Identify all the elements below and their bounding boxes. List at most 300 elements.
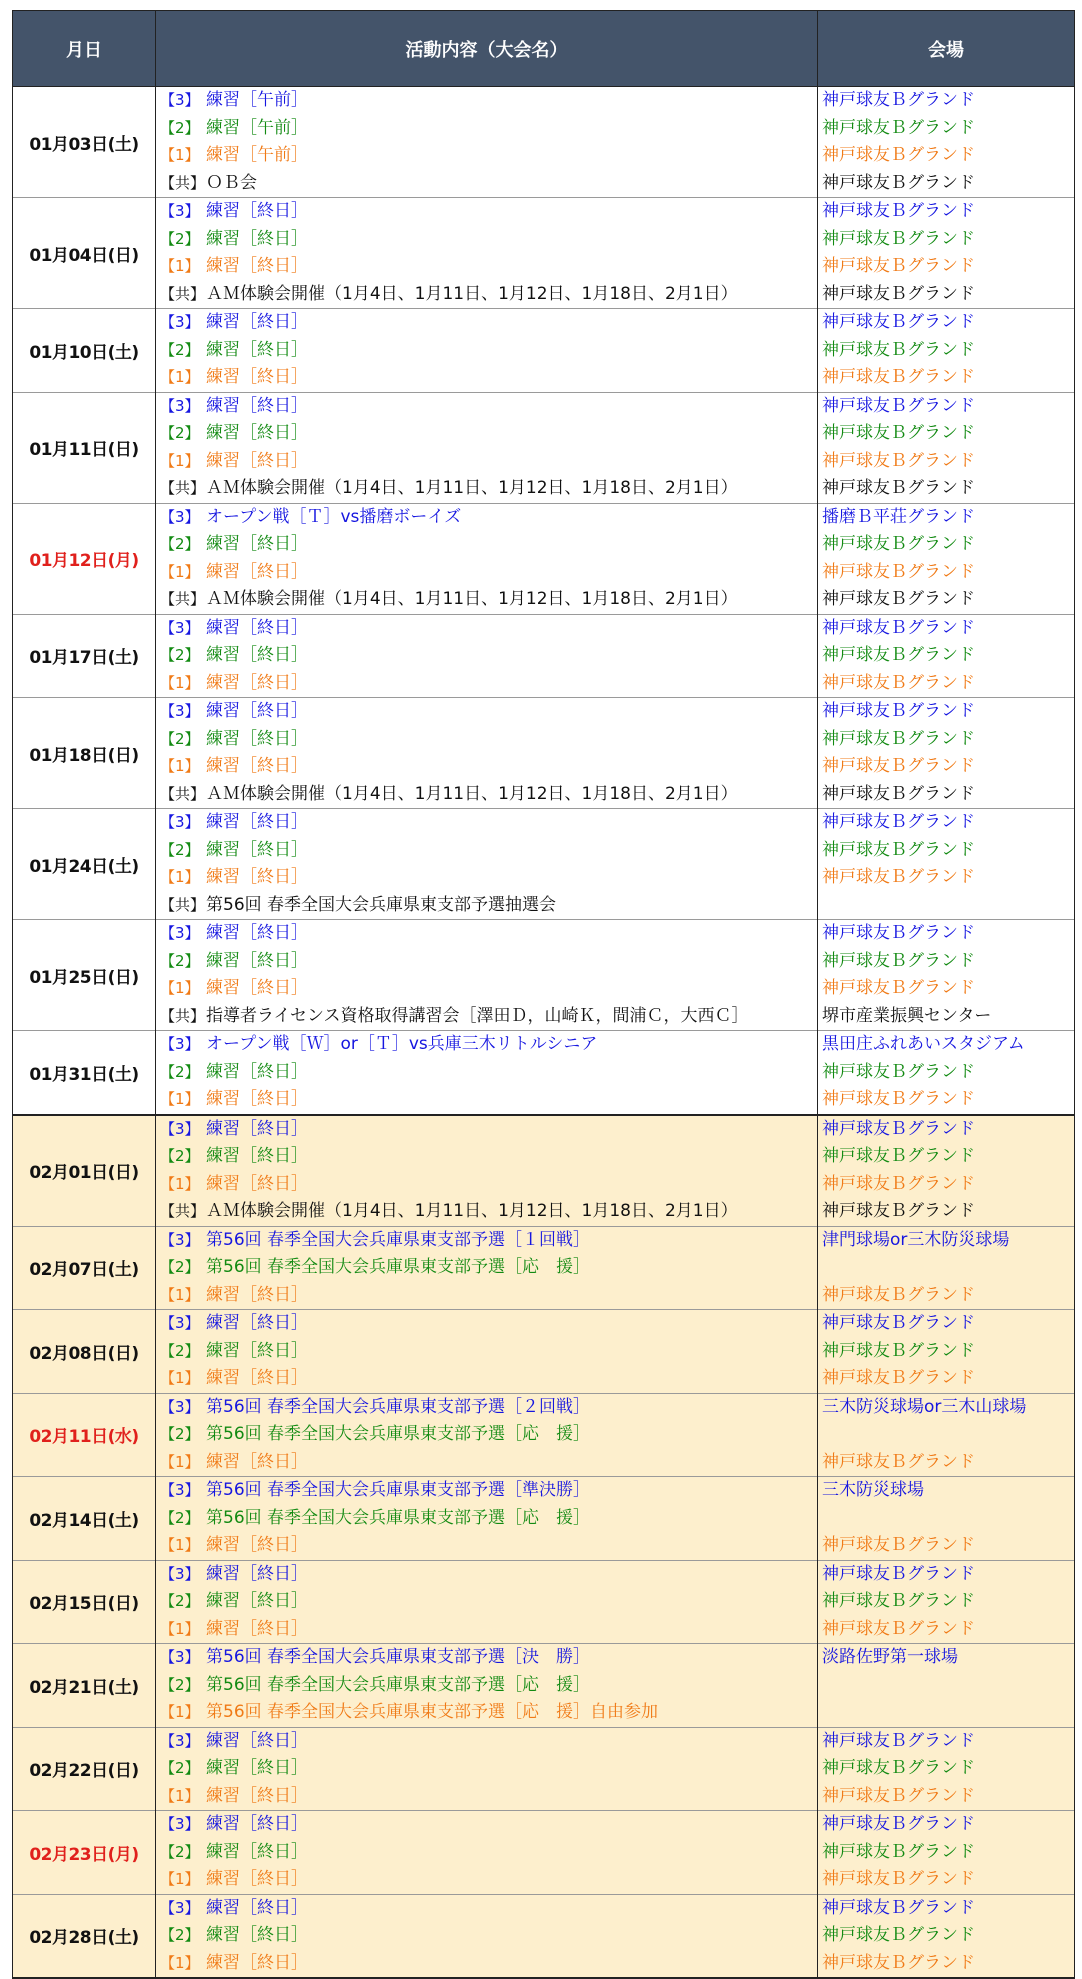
date-cell: 01月04日(日)	[13, 198, 156, 309]
group-tag: 【3】	[160, 1898, 200, 1917]
activity-cell	[156, 1393, 818, 1477]
venue-text: 神戸球友Ｂグランド	[822, 1563, 975, 1584]
venue-text: 神戸球友Ｂグランド	[822, 1118, 975, 1139]
group-tag: 【共】	[160, 784, 206, 803]
venue-text: 神戸球友Ｂグランド	[822, 617, 975, 638]
date-cell: 01月12日(月)	[13, 503, 156, 614]
group-tag: 【2】	[160, 1147, 200, 1165]
activity-text: 練習［終日］	[206, 1925, 308, 1945]
venue-cell	[818, 198, 1075, 309]
venue-text: 神戸球友Ｂグランド	[822, 1897, 975, 1918]
activity-cell	[156, 1031, 818, 1115]
activity-text: 練習［終日］	[206, 1118, 308, 1139]
group-tag: 【2】	[160, 646, 200, 664]
activity-line	[156, 1254, 817, 1282]
schedule-day-row	[13, 1310, 1075, 1394]
venue-cell	[818, 698, 1075, 809]
activity-line	[156, 1839, 817, 1867]
activity-text: 練習［終日］	[206, 1897, 308, 1918]
activity-line	[156, 475, 817, 503]
group-tag: 【1】	[160, 868, 200, 886]
activity-text: 練習［終日］	[206, 395, 308, 416]
group-tag: 【1】	[160, 757, 200, 775]
activity-text: 第56回 春季全国大会兵庫県東支部予選［決 勝］	[206, 1647, 591, 1667]
activity-text: ＡＭ体験会開催（1月4日、1月11日、1月12日、1月18日、2月1日）	[206, 478, 738, 498]
venue-text: 神戸球友Ｂグランド	[822, 701, 975, 721]
schedule-day-row	[13, 1031, 1075, 1115]
venue-text: 神戸球友Ｂグランド	[822, 1340, 975, 1361]
activity-text: ＡＭ体験会開催（1月4日、1月11日、1月12日、1月18日、2月1日）	[206, 783, 738, 804]
activity-line	[156, 1588, 817, 1616]
date-cell: 01月17日(土)	[13, 614, 156, 698]
activity-line	[156, 1644, 817, 1672]
group-tag: 【3】	[160, 313, 200, 331]
venue-text: 神戸球友Ｂグランド	[822, 645, 975, 665]
venue-cell	[818, 1644, 1075, 1728]
venue-text: 神戸球友Ｂグランド	[822, 950, 975, 971]
activity-cell	[156, 1811, 818, 1895]
venue-text: 神戸球友Ｂグランド	[822, 478, 975, 498]
activity-text: 練習［終日］	[206, 201, 308, 221]
group-tag: 【3】	[160, 1314, 200, 1332]
header-activity: 活動内容（大会名）	[156, 11, 818, 87]
activity-text: 練習［終日］	[206, 1173, 308, 1194]
activity-line	[156, 226, 817, 254]
activity-line	[156, 975, 817, 1003]
group-tag: 【2】	[160, 1508, 200, 1527]
venue-text: 神戸球友Ｂグランド	[822, 756, 975, 776]
schedule-day-row	[13, 1115, 1075, 1227]
schedule-day-row	[13, 614, 1075, 698]
group-tag: 【共】	[160, 590, 206, 608]
activity-line	[156, 1116, 817, 1144]
schedule-day-row	[13, 309, 1075, 393]
activity-text: 練習［終日］	[206, 672, 308, 693]
activity-text: ＡＭ体験会開催（1月4日、1月11日、1月12日、1月18日、2月1日）	[206, 1201, 738, 1221]
activity-line	[156, 586, 817, 614]
date-cell: 02月11日(水)	[13, 1393, 156, 1477]
activity-line	[156, 1365, 817, 1393]
activity-text: ＡＭ体験会開催（1月4日、1月11日、1月12日、1月18日、2月1日）	[206, 283, 738, 304]
group-tag: 【3】	[160, 618, 200, 637]
venue-text: 神戸球友Ｂグランド	[822, 90, 975, 110]
venue-text: 神戸球友Ｂグランド	[822, 1841, 975, 1862]
activity-cell	[156, 392, 818, 503]
venue-text: 神戸球友Ｂグランド	[822, 1451, 975, 1472]
activity-text: 練習［終日］	[206, 756, 308, 776]
activity-text: 練習［終日］	[206, 839, 308, 860]
venue-text: 神戸球友Ｂグランド	[822, 228, 975, 249]
activity-line	[156, 142, 817, 170]
venue-text: 黒田庄ふれあいスタジアム	[822, 1034, 1025, 1054]
venue-cell	[818, 809, 1075, 920]
activity-text: 練習［終日］	[206, 923, 308, 943]
group-tag: 【3】	[160, 702, 200, 720]
activity-cell	[156, 1560, 818, 1644]
activity-text: 練習［終日］	[206, 339, 308, 360]
activity-line	[156, 1394, 817, 1422]
venue-text: 神戸球友Ｂグランド	[822, 256, 975, 276]
activity-line	[156, 726, 817, 754]
activity-text: 第56回 春季全国大会兵庫県東支部予選抽選会	[206, 894, 557, 915]
group-tag: 【3】	[160, 396, 200, 415]
activity-cell	[156, 309, 818, 393]
activity-text: 練習［終日］	[206, 645, 308, 665]
schedule-table	[12, 10, 1075, 1979]
date-cell: 02月21日(土)	[13, 1644, 156, 1728]
activity-text: 練習［終日］	[206, 1089, 308, 1109]
date-cell: 01月11日(日)	[13, 392, 156, 503]
group-tag: 【3】	[160, 1035, 200, 1053]
group-tag: 【2】	[160, 1759, 200, 1777]
group-tag: 【2】	[160, 1341, 200, 1360]
schedule-body	[13, 87, 1075, 1979]
activity-text: 第56回 春季全国大会兵庫県東支部予選［１回戦］	[206, 1229, 591, 1250]
date-cell: 02月07日(土)	[13, 1226, 156, 1310]
venue-text	[818, 1254, 1074, 1282]
group-tag: 【共】	[160, 284, 206, 303]
schedule-day-row	[13, 198, 1075, 309]
date-cell: 02月15日(日)	[13, 1560, 156, 1644]
venue-text: 神戸球友Ｂグランド	[822, 1061, 975, 1082]
venue-text: 神戸球友Ｂグランド	[822, 1284, 975, 1305]
schedule-day-row	[13, 1393, 1075, 1477]
venue-text	[818, 1672, 1074, 1700]
activity-line	[156, 364, 817, 392]
activity-line	[156, 837, 817, 865]
venue-text: 神戸球友Ｂグランド	[822, 450, 975, 471]
venue-text: 神戸球友Ｂグランド	[822, 1758, 975, 1778]
venue-text: 神戸球友Ｂグランド	[822, 117, 975, 138]
group-tag: 【1】	[160, 1536, 200, 1554]
activity-line	[156, 1282, 817, 1310]
activity-text: 第56回 春季全国大会兵庫県東支部予選［応 援］	[206, 1257, 591, 1277]
group-tag: 【2】	[160, 1675, 200, 1694]
venue-text: 神戸球友Ｂグランド	[822, 1925, 975, 1945]
venue-text: 神戸球友Ｂグランド	[822, 145, 975, 165]
group-tag: 【2】	[160, 424, 200, 442]
activity-text: 練習［終日］	[206, 1730, 308, 1751]
venue-text: 神戸球友Ｂグランド	[822, 1785, 975, 1806]
header-date: 月日	[13, 11, 156, 87]
group-tag: 【2】	[160, 840, 200, 859]
activity-line	[156, 1227, 817, 1255]
group-tag: 【3】	[160, 1397, 200, 1416]
venue-text: 神戸球友Ｂグランド	[822, 589, 975, 609]
venue-text	[818, 1505, 1074, 1533]
schedule-day-row	[13, 1894, 1075, 1978]
date-cell: 01月10日(土)	[13, 309, 156, 393]
activity-line	[156, 420, 817, 448]
activity-line	[156, 1561, 817, 1589]
group-tag: 【2】	[160, 1926, 200, 1944]
activity-line	[156, 864, 817, 892]
activity-line	[156, 1672, 817, 1700]
activity-text: 練習［終日］	[206, 1841, 308, 1862]
group-tag: 【共】	[160, 1006, 206, 1025]
group-tag: 【3】	[160, 1119, 200, 1138]
activity-line	[156, 170, 817, 198]
activity-text: 練習［終日］	[206, 950, 308, 971]
activity-text: 練習［午前］	[206, 117, 308, 138]
group-tag: 【2】	[160, 729, 200, 748]
venue-text: 神戸球友Ｂグランド	[822, 1591, 975, 1611]
group-tag: 【1】	[160, 1703, 200, 1721]
activity-text: 練習［終日］	[206, 1591, 308, 1611]
venue-text: 淡路佐野第一球場	[822, 1647, 958, 1667]
activity-cell	[156, 920, 818, 1031]
activity-cell	[156, 1644, 818, 1728]
activity-line	[156, 1922, 817, 1950]
date-cell: 01月25日(日)	[13, 920, 156, 1031]
activity-text: 練習［終日］	[206, 1313, 308, 1333]
venue-cell	[818, 1560, 1075, 1644]
activity-text: 練習［終日］	[206, 1758, 308, 1778]
group-tag: 【3】	[160, 1564, 200, 1583]
activity-cell	[156, 1477, 818, 1561]
activity-line	[156, 1895, 817, 1923]
venue-text: 三木防災球場	[822, 1480, 924, 1500]
activity-line	[156, 642, 817, 670]
activity-cell	[156, 1226, 818, 1310]
venue-text: 神戸球友Ｂグランド	[822, 534, 975, 554]
group-tag: 【1】	[160, 673, 200, 692]
group-tag: 【2】	[160, 1592, 200, 1610]
venue-text: 神戸球友Ｂグランド	[822, 172, 975, 193]
schedule-day-row	[13, 503, 1075, 614]
activity-line	[156, 253, 817, 281]
activity-line	[156, 1143, 817, 1171]
activity-line	[156, 1031, 817, 1059]
group-tag: 【1】	[160, 1285, 200, 1304]
activity-text: 練習［終日］	[206, 1952, 308, 1973]
group-tag: 【共】	[160, 479, 206, 497]
activity-text: 練習［終日］	[206, 1535, 308, 1555]
schedule-day-row	[13, 1811, 1075, 1895]
activity-cell	[156, 1894, 818, 1978]
venue-text: 神戸球友Ｂグランド	[822, 1535, 975, 1555]
activity-line	[156, 892, 817, 920]
group-tag: 【共】	[160, 173, 206, 192]
venue-cell	[818, 1115, 1075, 1227]
group-tag: 【3】	[160, 202, 200, 220]
activity-text: 練習［終日］	[206, 1785, 308, 1806]
activity-text: ＡＭ体験会開催（1月4日、1月11日、1月12日、1月18日、2月1日）	[206, 589, 738, 609]
activity-text: 練習［終日］	[206, 312, 308, 332]
venue-text: 神戸球友Ｂグランド	[822, 1730, 975, 1751]
activity-text: 練習［終日］	[206, 1814, 308, 1834]
venue-text: 神戸球友Ｂグランド	[822, 1814, 975, 1834]
activity-cell	[156, 614, 818, 698]
activity-line	[156, 281, 817, 309]
schedule-day-row	[13, 87, 1075, 198]
venue-text: 神戸球友Ｂグランド	[822, 339, 975, 360]
activity-cell	[156, 809, 818, 920]
date-cell: 02月08日(日)	[13, 1310, 156, 1394]
group-tag: 【3】	[160, 91, 200, 109]
activity-line	[156, 1699, 817, 1727]
venue-cell	[818, 1811, 1075, 1895]
activity-line	[156, 1059, 817, 1087]
activity-line	[156, 1338, 817, 1366]
venue-cell	[818, 1031, 1075, 1115]
schedule-day-row	[13, 809, 1075, 920]
activity-text: 練習［終日］	[206, 423, 308, 443]
activity-text: 練習［終日］	[206, 1618, 308, 1639]
activity-line	[156, 1811, 817, 1839]
venue-text: 神戸球友Ｂグランド	[822, 1089, 975, 1109]
group-tag: 【2】	[160, 229, 200, 248]
venue-text	[818, 1421, 1074, 1449]
date-cell: 02月01日(日)	[13, 1115, 156, 1227]
group-tag: 【3】	[160, 1731, 200, 1750]
activity-text: 練習［終日］	[206, 450, 308, 471]
activity-text: ＯＢ会	[206, 172, 257, 193]
group-tag: 【3】	[160, 1481, 200, 1499]
activity-cell	[156, 198, 818, 309]
activity-text: 第56回 春季全国大会兵庫県東支部予選［応 援］自由参加	[206, 1702, 659, 1722]
venue-cell	[818, 392, 1075, 503]
activity-text: 練習［終日］	[206, 1284, 308, 1305]
schedule-day-row	[13, 1226, 1075, 1310]
activity-cell	[156, 1310, 818, 1394]
activity-text: 練習［終日］	[206, 1368, 308, 1388]
group-tag: 【2】	[160, 1258, 200, 1276]
activity-line	[156, 1783, 817, 1811]
activity-line	[156, 87, 817, 115]
group-tag: 【3】	[160, 1648, 200, 1666]
activity-cell	[156, 1115, 818, 1227]
venue-text: 神戸球友Ｂグランド	[822, 1173, 975, 1194]
date-cell: 02月28日(土)	[13, 1894, 156, 1978]
group-tag: 【2】	[160, 1062, 200, 1081]
venue-text: 神戸球友Ｂグランド	[822, 1201, 975, 1221]
venue-text	[818, 892, 1074, 920]
venue-text: 三木防災球場or三木山球場	[822, 1396, 1027, 1417]
venue-text: 神戸球友Ｂグランド	[822, 395, 975, 416]
venue-text: 神戸球友Ｂグランド	[822, 423, 975, 443]
schedule-day-row	[13, 392, 1075, 503]
schedule-day-row	[13, 698, 1075, 809]
group-tag: 【3】	[160, 507, 200, 526]
venue-text: 神戸球友Ｂグランド	[822, 867, 975, 887]
activity-line	[156, 670, 817, 698]
activity-line	[156, 1421, 817, 1449]
date-cell: 02月23日(月)	[13, 1811, 156, 1895]
activity-line	[156, 198, 817, 226]
activity-line	[156, 1477, 817, 1505]
group-tag: 【1】	[160, 1953, 200, 1972]
activity-cell	[156, 698, 818, 809]
activity-text: 練習［終日］	[206, 367, 308, 387]
venue-text: 神戸球友Ｂグランド	[822, 561, 975, 582]
activity-text: 練習［午前］	[206, 145, 308, 165]
venue-cell	[818, 503, 1075, 614]
venue-text: 神戸球友Ｂグランド	[822, 367, 975, 387]
activity-line	[156, 920, 817, 948]
group-tag: 【2】	[160, 951, 200, 970]
venue-cell	[818, 309, 1075, 393]
activity-line	[156, 698, 817, 726]
activity-text: オープン戦［Ｗ］or［Ｔ］vs兵庫三木リトルシニア	[206, 1034, 598, 1054]
venue-text: 神戸球友Ｂグランド	[822, 978, 975, 998]
group-tag: 【共】	[160, 1202, 206, 1220]
activity-text: 練習［終日］	[206, 1451, 308, 1472]
activity-text: 第56回 春季全国大会兵庫県東支部予選［応 援］	[206, 1424, 591, 1444]
group-tag: 【1】	[160, 1174, 200, 1193]
group-tag: 【1】	[160, 257, 200, 275]
date-cell: 01月18日(日)	[13, 698, 156, 809]
venue-text: 神戸球友Ｂグランド	[822, 923, 975, 943]
activity-text: 練習［終日］	[206, 256, 308, 276]
activity-text: 練習［終日］	[206, 1869, 308, 1889]
activity-line	[156, 504, 817, 532]
activity-line	[156, 781, 817, 809]
activity-text: 第56回 春季全国大会兵庫県東支部予選［応 援］	[206, 1507, 591, 1528]
activity-text: 練習［終日］	[206, 534, 308, 554]
group-tag: 【1】	[160, 1369, 200, 1387]
activity-text: 練習［終日］	[206, 1340, 308, 1361]
venue-cell	[818, 87, 1075, 198]
activity-text: 練習［終日］	[206, 867, 308, 887]
venue-text: 神戸球友Ｂグランド	[822, 839, 975, 860]
date-cell: 02月14日(土)	[13, 1477, 156, 1561]
activity-line	[156, 1866, 817, 1894]
activity-line	[156, 393, 817, 421]
activity-line	[156, 1728, 817, 1756]
schedule-day-row	[13, 920, 1075, 1031]
activity-line	[156, 615, 817, 643]
group-tag: 【3】	[160, 1815, 200, 1833]
group-tag: 【1】	[160, 1090, 200, 1108]
activity-line	[156, 309, 817, 337]
activity-line	[156, 948, 817, 976]
venue-text: 神戸球友Ｂグランド	[822, 1869, 975, 1889]
activity-line	[156, 1616, 817, 1644]
group-tag: 【共】	[160, 895, 206, 914]
group-tag: 【2】	[160, 1842, 200, 1861]
venue-text: 神戸球友Ｂグランド	[822, 812, 975, 832]
venue-text: 神戸球友Ｂグランド	[822, 1952, 975, 1973]
activity-text: 練習［終日］	[206, 728, 308, 749]
activity-line	[156, 1505, 817, 1533]
group-tag: 【1】	[160, 1786, 200, 1805]
header-venue: 会場	[818, 11, 1075, 87]
header-row	[13, 11, 1075, 87]
activity-cell	[156, 87, 818, 198]
activity-line	[156, 1003, 817, 1031]
group-tag: 【1】	[160, 451, 200, 470]
activity-text: 練習［終日］	[206, 228, 308, 249]
activity-line	[156, 809, 817, 837]
schedule-day-row	[13, 1727, 1075, 1811]
activity-text: 練習［終日］	[206, 617, 308, 638]
group-tag: 【2】	[160, 535, 200, 553]
venue-cell	[818, 1393, 1075, 1477]
activity-line	[156, 1310, 817, 1338]
group-tag: 【2】	[160, 340, 200, 359]
date-cell: 01月31日(土)	[13, 1031, 156, 1115]
activity-text: 練習［終日］	[206, 701, 308, 721]
activity-line	[156, 1086, 817, 1114]
venue-text: 神戸球友Ｂグランド	[822, 783, 975, 804]
activity-text: 練習［終日］	[206, 1563, 308, 1584]
venue-text: 播磨Ｂ平荘グランド	[822, 506, 975, 527]
activity-line	[156, 1449, 817, 1477]
venue-text: 神戸球友Ｂグランド	[822, 1368, 975, 1388]
venue-cell	[818, 1226, 1075, 1310]
venue-text: 神戸球友Ｂグランド	[822, 1618, 975, 1639]
